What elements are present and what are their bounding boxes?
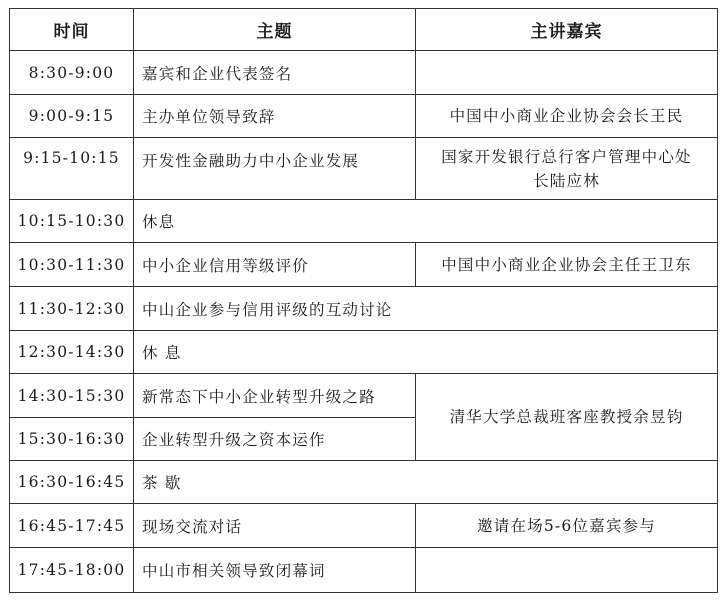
topic-cell: 茶 歇 — [134, 461, 718, 504]
table-row — [10, 243, 718, 287]
time-cell: 10:30-11:30 — [10, 243, 134, 287]
speaker-cell: 中国中小商业企业协会主任王卫东 — [416, 243, 718, 287]
topic-cell: 中山企业参与信用评级的互动讨论 — [134, 287, 718, 331]
topic-cell: 中山市相关领导致闭幕词 — [134, 548, 416, 593]
table-row — [10, 51, 718, 95]
header-row — [10, 9, 718, 51]
time-cell: 16:45-17:45 — [10, 504, 134, 548]
speaker-cell: 邀请在场5-6位嘉宾参与 — [416, 504, 718, 548]
table-row — [10, 200, 718, 243]
time-cell: 10:15-10:30 — [10, 200, 134, 243]
topic-cell: 新常态下中小企业转型升级之路 — [134, 374, 416, 418]
schedule-table — [9, 8, 718, 593]
speaker-cell — [416, 548, 718, 593]
speaker-cell — [416, 51, 718, 95]
table-row — [10, 504, 718, 548]
table-row — [10, 287, 718, 331]
table-row — [10, 331, 718, 374]
time-cell: 11:30-12:30 — [10, 287, 134, 331]
time-cell: 8:30-9:00 — [10, 51, 134, 95]
time-cell: 16:30-16:45 — [10, 461, 134, 504]
speaker-cell: 中国中小商业企业协会会长王民 — [416, 95, 718, 138]
speaker-cell: 清华大学总裁班客座教授余昱钧 — [416, 374, 718, 461]
time-cell: 15:30-16:30 — [10, 418, 134, 461]
topic-cell: 主办单位领导致辞 — [134, 95, 416, 138]
time-cell: 9:00-9:15 — [10, 95, 134, 138]
topic-cell: 嘉宾和企业代表签名 — [134, 51, 416, 95]
table-row — [10, 95, 718, 138]
topic-cell: 现场交流对话 — [134, 504, 416, 548]
topic-cell: 企业转型升级之资本运作 — [134, 418, 416, 461]
header-topic: 主题 — [134, 9, 416, 51]
table-row — [10, 548, 718, 593]
header-time: 时间 — [10, 9, 134, 51]
table-row — [10, 374, 718, 418]
header-speaker: 主讲嘉宾 — [416, 9, 718, 51]
topic-cell: 中小企业信用等级评价 — [134, 243, 416, 287]
time-cell: 17:45-18:00 — [10, 548, 134, 593]
topic-cell: 休 息 — [134, 331, 718, 374]
time-cell: 9:15-10:15 — [10, 138, 134, 200]
speaker-cell: 国家开发银行总行客户管理中心处长陆应林 — [416, 138, 718, 200]
time-cell: 14:30-15:30 — [10, 374, 134, 418]
topic-cell: 开发性金融助力中小企业发展 — [134, 138, 416, 200]
table-row — [10, 138, 718, 200]
topic-cell: 休息 — [134, 200, 718, 243]
time-cell: 12:30-14:30 — [10, 331, 134, 374]
table-row — [10, 461, 718, 504]
